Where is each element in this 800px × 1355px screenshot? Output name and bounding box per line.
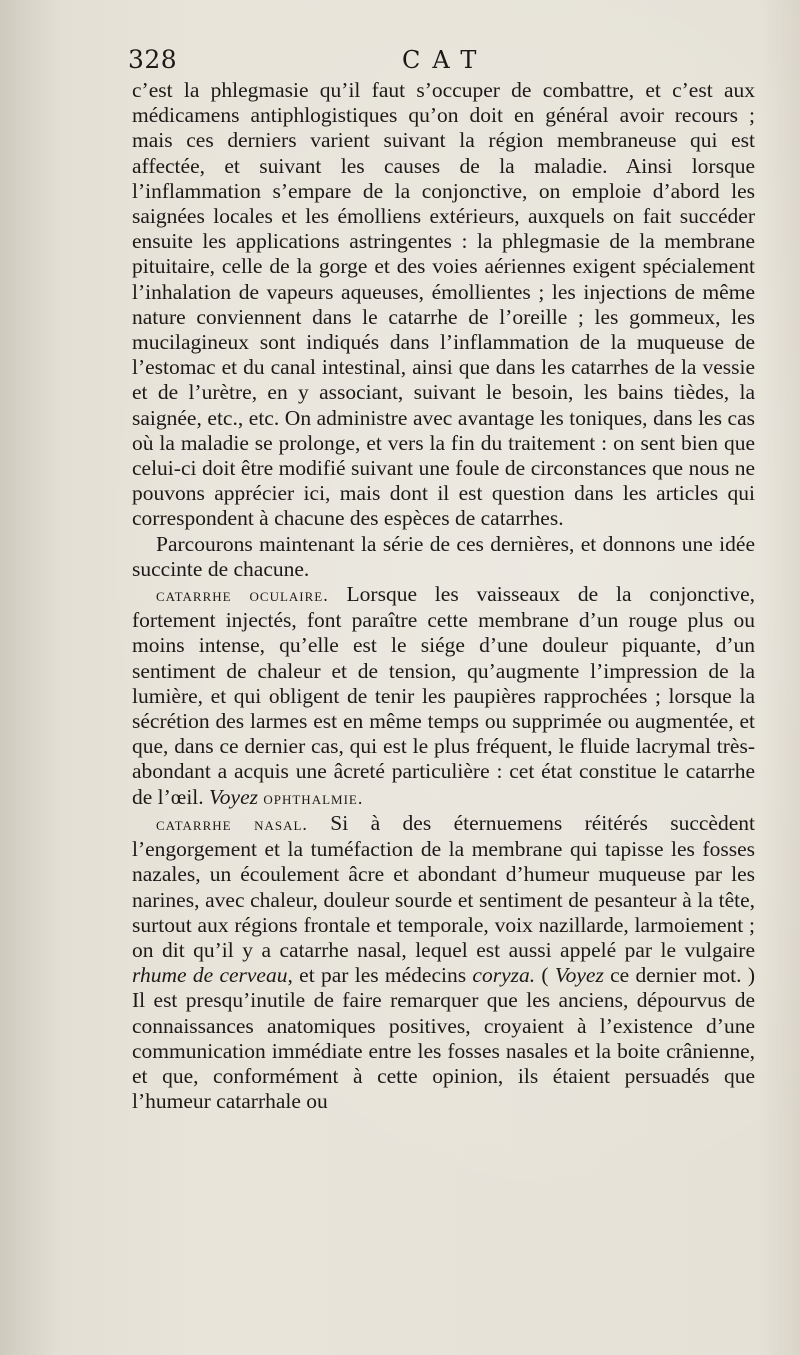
- section-text-nasal-4: ce dernier mot. ) Il est presqu’inutile de faire remarquer que les anciens, dépourvus de connaissances anatomiques positives, croyaient à l’existence d’une communication immédiate entre les fosses nasales et la boite crânienne, et que, conformément à cette opinion, ils étaient persuadés que l’humeur catarrhale ou: [132, 963, 755, 1114]
- running-head: [128, 42, 755, 78]
- voyez-reference-nasal: Voyez: [554, 963, 604, 988]
- section-text-nasal-3: (: [535, 963, 555, 988]
- paragraph-treatment: c’est la phlegmasie qu’il faut s’occuper de combattre, et c’est aux médicamens antiphlogistiques qu’on doit en général avoir recours ; mais ces derniers varient suivant la région membraneuse qui est affectée, et suivant les causes de la maladie. Ainsi lorsque l’inflammation s’empare de la conjonctive, on emploie d’abord les saignées locales et les émolliens extérieurs, auxquels on fait succéder ensuite les applications astringentes : la phlegmasie de la membrane pituitaire, celle de la gorge et des voies aériennes exigent spécialement l’inhalation de vapeurs aqueuses, émollientes ; les injections de même nature conviennent dans le catarrhe de l’oreille ; les gommeux, les mucilagineux sont indiqués dans l’inflammation de la muqueuse de l’estomac et du canal intestinal, ainsi que dans les catarrhes de la vessie et de l’urètre, en y associant, suivant le besoin, les bains tièdes, la saignée, etc., etc. On administre avec avantage les toniques, dans les cas où la maladie se prolonge, et vers la fin du traitement : on sent bien que celui-ci doit être modifié suivant une foule de circonstances que nous ne pouvons apprécier ici, mais dont il est question dans les articles qui correspondent à chacune des espèces de catarrhes.: [132, 78, 755, 531]
- running-title: CAT: [402, 46, 489, 74]
- section-heading-nasal: catarrhe nasal.: [156, 813, 308, 834]
- term-rhume-de-cerveau: rhume de cerveau: [132, 963, 288, 988]
- body-text: [132, 78, 755, 1114]
- section-catarrhe-oculaire: [132, 582, 755, 811]
- voyez-reference-oculaire: Voyez: [209, 784, 258, 809]
- section-catarrhe-nasal: [132, 811, 755, 1114]
- section-text-nasal-2: , et par les médecins: [287, 963, 473, 988]
- section-text-oculaire: Lorsque les vaisseaux de la conjonctive, fortement injectés, font paraître cette membrane d’un rouge plus ou moins intense, qu’elle est le siége d’une douleur piquante, d’un sentiment de chaleur et de tension, qu’augmente l’impression de la lumière, et qui obligent de tenir les paupières rapprochées ; lorsque la sécrétion des larmes est en même temps ou supprimée ou augmentée, et que, dans ce dernier cas, qui est le plus fréquent, le fluide lacrymal très-abondant a acquis une âcreté particulière : cet état constitue le catarrhe de l’œil.: [132, 582, 755, 809]
- section-text-nasal-1: Si à des éternuemens réitérés succèdent l’engorgement et la tuméfaction de la membrane qui tapisse les fosses nazales, un écoulement âcre et abondant d’humeur muqueuse par les narines, avec chaleur, douleur sourde et sentiment de pesanteur à la tête, surtout aux régions frontale et temporale, voix nazillarde, larmoiement ; on dit qu’il y a catarrhe nasal, lequel est aussi appelé par le vulgaire: [132, 810, 755, 962]
- page-number: 328: [128, 45, 178, 74]
- paragraph-transition: Parcourons maintenant la série de ces dernières, et donnons une idée succinte de chacune.: [132, 531, 755, 581]
- term-coryza: coryza.: [472, 963, 536, 988]
- cross-reference-ophthalmie: ophthalmie.: [263, 787, 364, 808]
- section-heading-oculaire: catarrhe oculaire.: [156, 585, 329, 606]
